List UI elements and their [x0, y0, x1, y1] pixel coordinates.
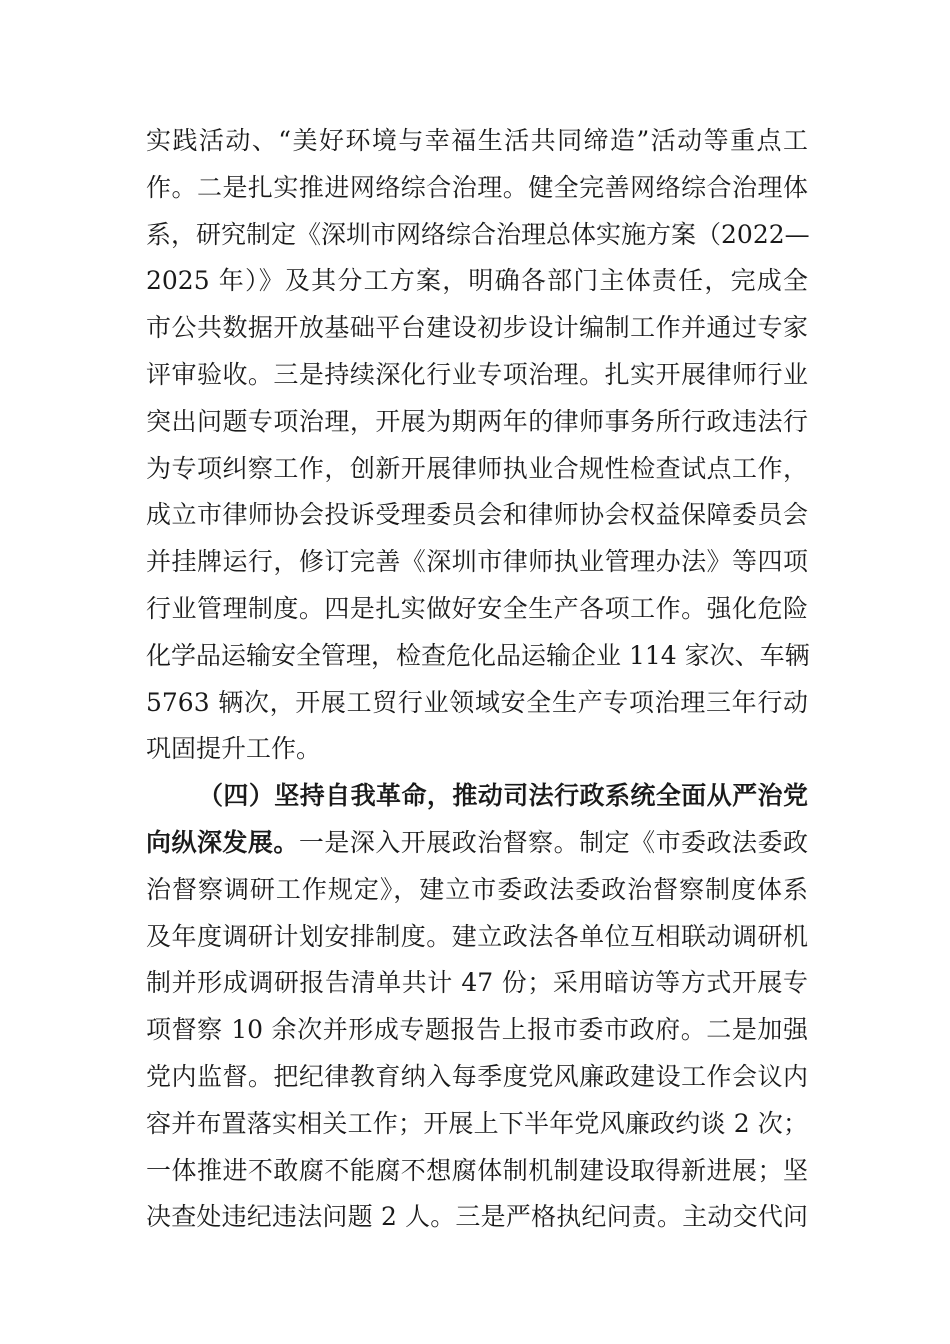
text-line	[146, 726, 808, 773]
line-text: 突出问题专项治理，开展为期两年的律师事务所行政违法行	[146, 406, 808, 436]
text-line	[146, 352, 808, 399]
line-text: 实践活动、“美好环境与幸福生活共同缔造”活动等重点工	[146, 126, 808, 155]
text-line	[146, 1054, 808, 1101]
text-line	[146, 1194, 808, 1241]
section-heading-text: 向纵深发展。	[146, 827, 299, 857]
text-line	[146, 960, 808, 1007]
text-line	[146, 680, 808, 727]
text-line	[146, 1148, 808, 1195]
line-text: 市公共数据开放基础平台建设初步设计编制工作并通过专家	[146, 313, 808, 343]
text-line	[146, 446, 808, 493]
text-line	[146, 1007, 808, 1054]
text-line	[146, 165, 808, 212]
line-text: 治督察调研工作规定》，建立市委政法委政治督察制度体系	[146, 874, 808, 904]
line-text: 一体推进不敢腐不能腐不想腐体制机制建设取得新进展；坚	[146, 1155, 808, 1185]
line-text: 2025 年）》及其分工方案，明确各部门主体责任，完成全	[146, 266, 808, 296]
line-text: 行业管理制度。四是扎实做好安全生产各项工作。强化危险	[146, 593, 808, 623]
line-text: 一是深入开展政治督察。制定《市委政法委政	[298, 827, 808, 857]
text-line	[146, 633, 808, 680]
line-text: 巩固提升工作。	[146, 734, 322, 764]
text-line	[146, 212, 808, 259]
text-line	[146, 539, 808, 586]
text-line	[146, 914, 808, 961]
line-text: 为专项纠察工作，创新开展律师执业合规性检查试点工作，	[146, 453, 808, 483]
section-heading-text: （四）坚持自我革命，推动司法行政系统全面从严治党	[198, 781, 808, 811]
text-line	[146, 1101, 808, 1148]
line-text: 及年度调研计划安排制度。建立政法各单位互相联动调研机	[146, 921, 808, 951]
text-line	[146, 305, 808, 352]
line-text: 容并布置落实相关工作；开展上下半年党风廉政约谈 2 次；	[146, 1108, 808, 1138]
line-text: 党内监督。把纪律教育纳入每季度党风廉政建设工作会议内	[146, 1061, 808, 1091]
document-body	[146, 118, 808, 1241]
line-text: 化学品运输安全管理，检查危化品运输企业 114 家次、车辆	[146, 640, 810, 670]
line-text: 并挂牌运行，修订完善《深圳市律师执业管理办法》等四项	[146, 547, 808, 577]
text-line	[146, 586, 808, 633]
text-line	[146, 867, 808, 914]
line-text: 作。二是扎实推进网络综合治理。健全完善网络综合治理体	[146, 172, 808, 202]
section-heading-line	[146, 773, 808, 820]
line-text: 成立市律师协会投诉受理委员会和律师协会权益保障委员会	[146, 500, 808, 530]
text-line	[146, 399, 808, 446]
text-line	[146, 258, 808, 305]
line-text: 5763 辆次，开展工贸行业领域安全生产专项治理三年行动	[146, 687, 808, 717]
line-text: 项督察 10 余次并形成专题报告上报市委市政府。二是加强	[146, 1015, 808, 1045]
text-line	[146, 492, 808, 539]
line-text: 评审验收。三是持续深化行业专项治理。扎实开展律师行业	[146, 359, 808, 389]
line-text: 决查处违纪违法问题 2 人。三是严格执纪问责。主动交代问	[146, 1202, 808, 1232]
line-text: 系，研究制定《深圳市网络综合治理总体实施方案（2022—	[146, 219, 810, 249]
text-line	[146, 118, 808, 165]
text-line	[146, 820, 808, 867]
line-text: 制并形成调研报告清单共计 47 份；采用暗访等方式开展专	[146, 968, 808, 998]
